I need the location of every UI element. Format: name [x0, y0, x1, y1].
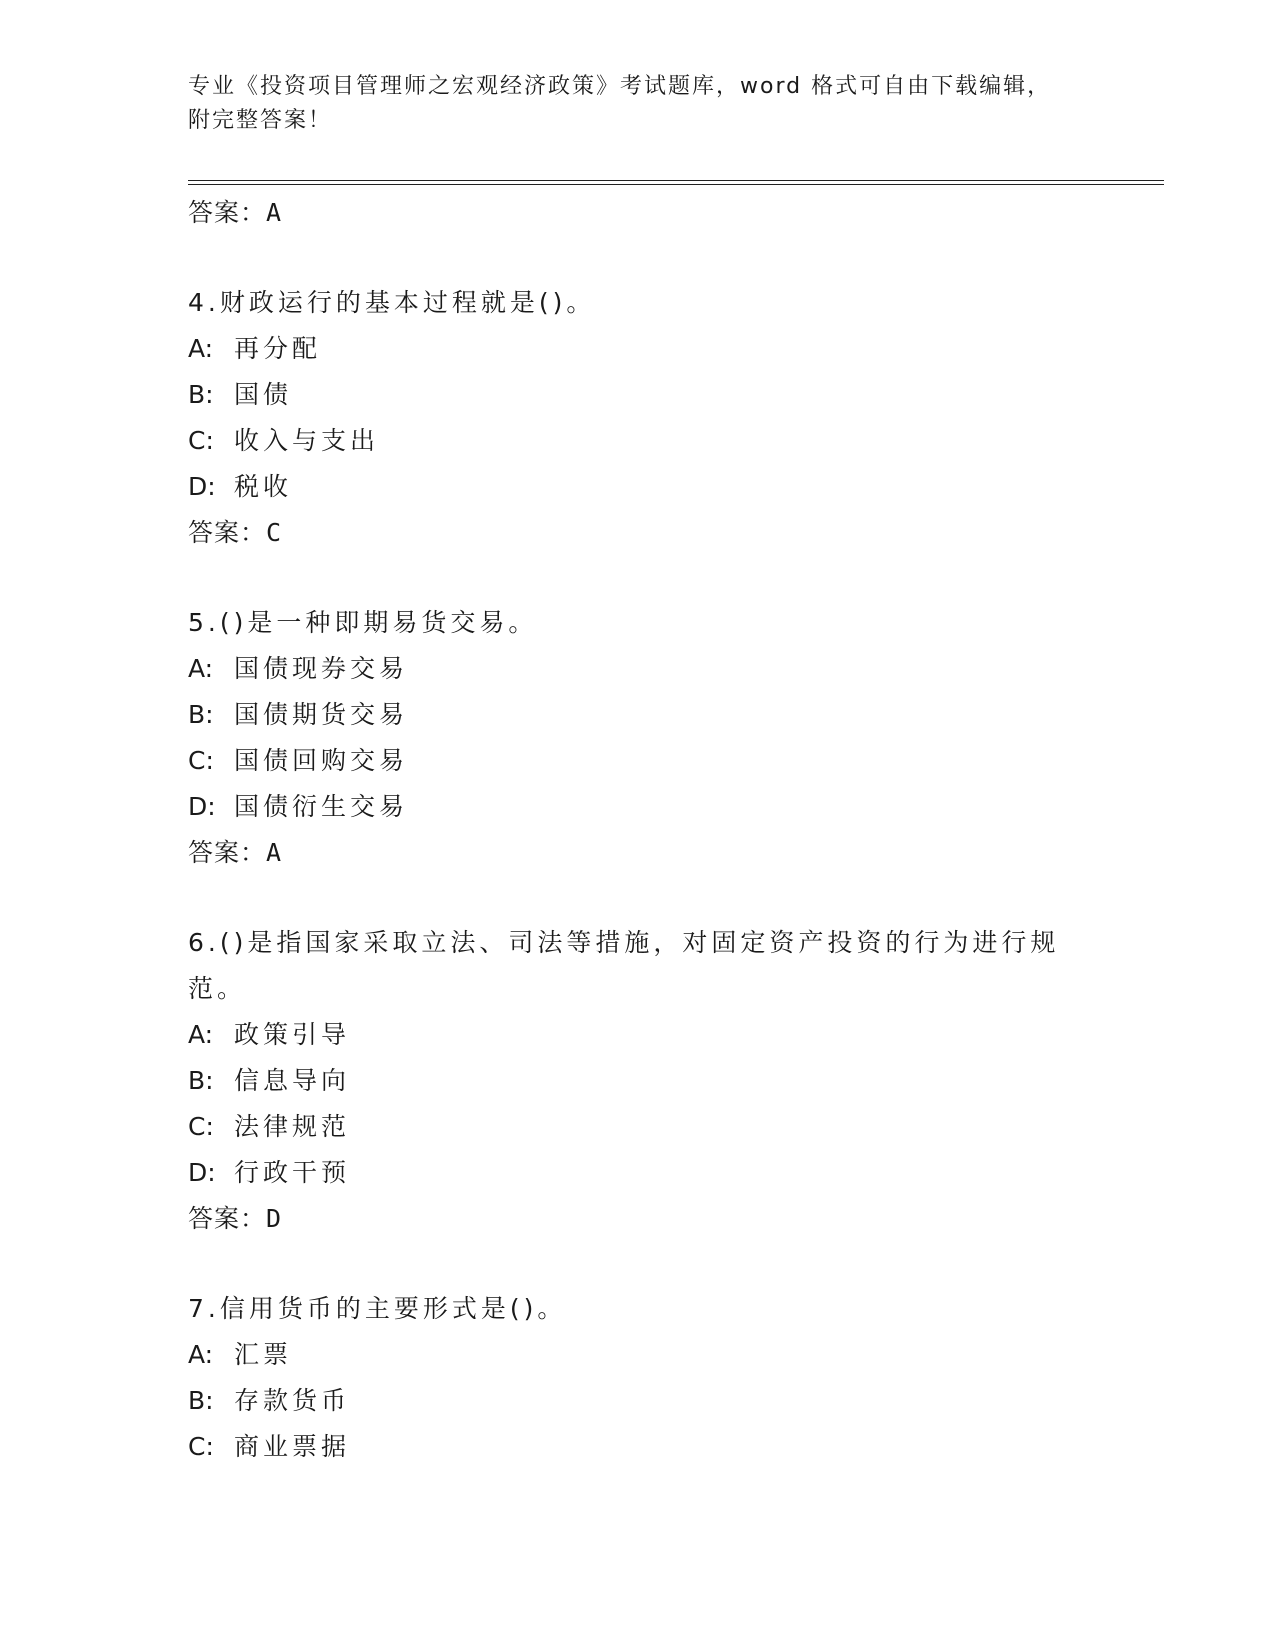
option-b — [188, 692, 1088, 738]
answer-line — [188, 190, 1088, 236]
option-text: 法律规范 — [234, 1112, 351, 1141]
option-key: D: — [188, 792, 216, 821]
option-text: 存款货币 — [234, 1386, 351, 1415]
option-a — [188, 1332, 1088, 1378]
option-text: 收入与支出 — [234, 426, 380, 455]
option-a — [188, 1012, 1088, 1058]
option-a — [188, 326, 1088, 372]
option-key: B: — [188, 700, 214, 729]
option-text: 税收 — [234, 472, 293, 501]
answer-label: 答案： — [188, 1204, 267, 1233]
question-stem: 5.()是一种即期易货交易。 — [188, 608, 538, 637]
answer-value: A — [266, 838, 283, 867]
header-line-1: 专业《投资项目管理师之宏观经济政策》考试题库，word 格式可自由下载编辑， — [188, 74, 1052, 99]
option-text: 再分配 — [234, 334, 322, 363]
answer-label: 答案： — [188, 518, 267, 547]
option-b — [188, 372, 1088, 418]
answer-line — [188, 1196, 1088, 1242]
option-key: C: — [188, 746, 214, 775]
header-divider-bottom — [188, 184, 1164, 185]
option-b — [188, 1058, 1088, 1104]
option-key: A: — [188, 654, 214, 683]
question-block — [188, 1286, 1088, 1470]
option-key: A: — [188, 1340, 214, 1369]
document-header — [188, 70, 1088, 138]
option-text: 国债期货交易 — [234, 700, 409, 729]
header-line-2: 附完整答案！ — [188, 108, 333, 133]
option-key: B: — [188, 1386, 214, 1415]
option-text: 汇票 — [234, 1340, 293, 1369]
option-a — [188, 646, 1088, 692]
question-stem: 4.财政运行的基本过程就是()。 — [188, 288, 596, 317]
option-text: 国债现券交易 — [234, 654, 409, 683]
option-d — [188, 784, 1088, 830]
option-key: A: — [188, 334, 214, 363]
option-d — [188, 464, 1088, 510]
answer-line — [188, 510, 1088, 556]
option-text: 信息导向 — [234, 1066, 351, 1095]
answer-value: C — [266, 518, 283, 547]
option-key: B: — [188, 380, 214, 409]
option-text: 政策引导 — [234, 1020, 351, 1049]
option-key: A: — [188, 1020, 214, 1049]
option-key: C: — [188, 426, 214, 455]
option-b — [188, 1378, 1088, 1424]
option-key: C: — [188, 1432, 214, 1461]
answer-line — [188, 830, 1088, 876]
option-key: C: — [188, 1112, 214, 1141]
question-stem: 6.()是指国家采取立法、司法等措施，对固定资产投资的行为进行规范。 — [188, 928, 1060, 1003]
answer-value: D — [266, 1204, 283, 1233]
option-c — [188, 1424, 1088, 1470]
question-block — [188, 920, 1088, 1242]
option-text: 行政干预 — [234, 1158, 351, 1187]
question-stem: 7.信用货币的主要形式是()。 — [188, 1294, 567, 1323]
answer-value: A — [266, 198, 283, 227]
question-block — [188, 280, 1088, 556]
option-key: D: — [188, 472, 216, 501]
question-list — [188, 190, 1088, 1470]
header-divider-top — [188, 180, 1164, 181]
option-key: B: — [188, 1066, 214, 1095]
option-text: 商业票据 — [234, 1432, 351, 1461]
option-key: D: — [188, 1158, 216, 1187]
option-text: 国债回购交易 — [234, 746, 409, 775]
option-text: 国债 — [234, 380, 293, 409]
question-block — [188, 600, 1088, 876]
answer-label: 答案： — [188, 838, 267, 867]
option-c — [188, 738, 1088, 784]
option-text: 国债衍生交易 — [234, 792, 409, 821]
option-c — [188, 1104, 1088, 1150]
option-d — [188, 1150, 1088, 1196]
option-c — [188, 418, 1088, 464]
answer-label: 答案： — [188, 198, 267, 227]
